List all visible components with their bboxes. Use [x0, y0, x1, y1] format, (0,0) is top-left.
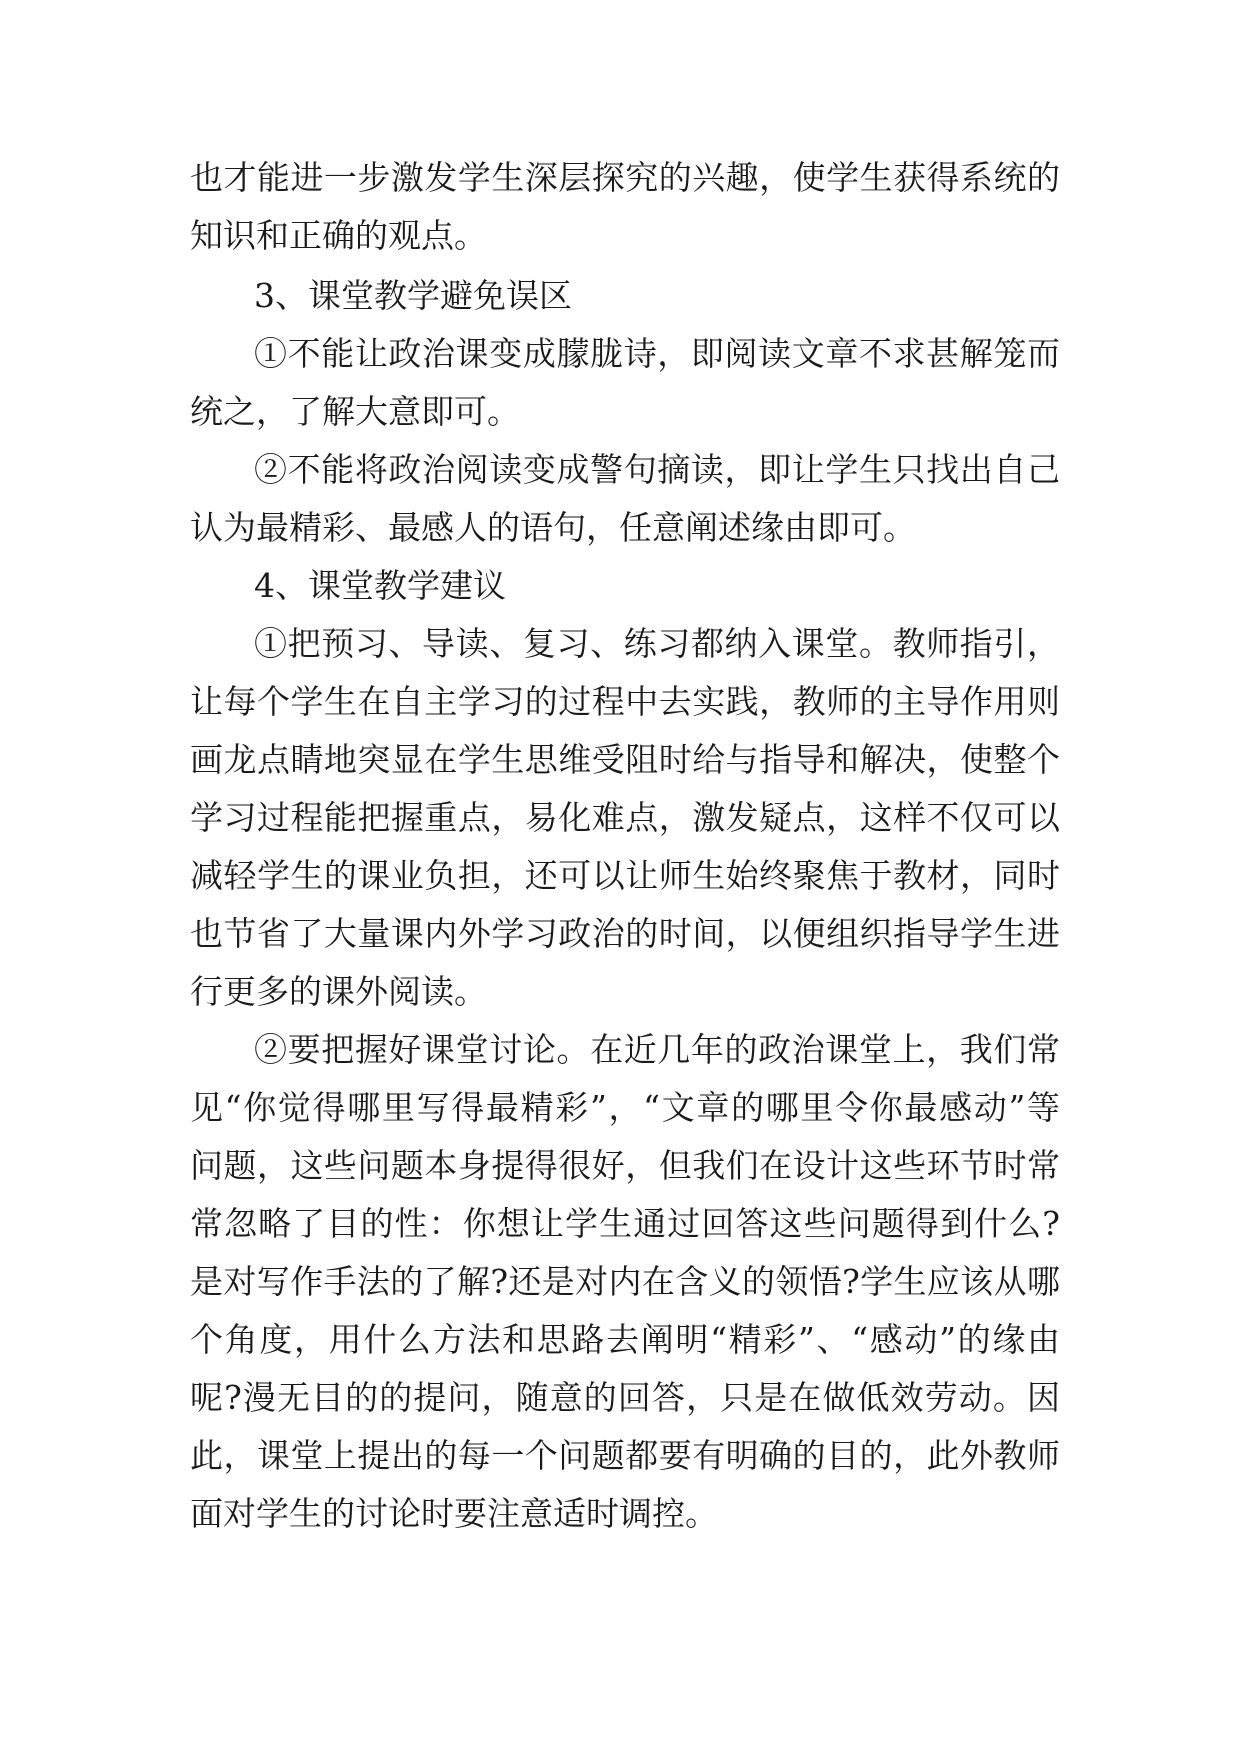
text-line: 问题，这些问题本身提得很好，但我们在设计这些环节时常 — [190, 1146, 1060, 1185]
text-line: 画龙点睛地突显在学生思维受阻时给与指导和解决，使整个 — [190, 740, 1060, 779]
text-line: ②要把握好课堂讨论。在近几年的政治课堂上，我们常 — [254, 1030, 1060, 1069]
text-line: 是对写作手法的了解?还是对内在含义的领悟?学生应该从哪 — [190, 1262, 1060, 1301]
text-line: 见“你觉得哪里写得最精彩”，“文章的哪里令你最感动”等 — [190, 1088, 1060, 1127]
text-line: 个角度，用什么方法和思路去阐明“精彩”、“感动”的缘由 — [190, 1320, 1060, 1359]
text-line: 学习过程能把握重点，易化难点，激发疑点，这样不仅可以 — [190, 798, 1060, 837]
text-line: ①不能让政治课变成朦胧诗，即阅读文章不求甚解笼而 — [254, 334, 1060, 373]
section-heading: 4、课堂教学建议 — [254, 566, 506, 605]
text-line: 认为最精彩、最感人的语句，任意阐述缘由即可。 — [190, 508, 916, 547]
text-line: ①把预习、导读、复习、练习都纳入课堂。教师指引， — [254, 624, 1060, 663]
text-line: 减轻学生的课业负担，还可以让师生始终聚焦于教材，同时 — [190, 856, 1060, 895]
text-line: 也才能进一步激发学生深层探究的兴趣，使学生获得系统的 — [190, 158, 1060, 197]
text-line: 行更多的课外阅读。 — [190, 972, 487, 1011]
text-line: 呢?漫无目的的提问，随意的回答，只是在做低效劳动。因 — [190, 1378, 1060, 1417]
text-line: 让每个学生在自主学习的过程中去实践，教师的主导作用则 — [190, 682, 1060, 721]
text-line: 知识和正确的观点。 — [190, 216, 487, 255]
text-line: 面对学生的讨论时要注意适时调控。 — [190, 1494, 718, 1533]
text-line: 也节省了大量课内外学习政治的时间，以便组织指导学生进 — [190, 914, 1060, 953]
text-line: ②不能将政治阅读变成警句摘读，即让学生只找出自己 — [254, 450, 1060, 489]
text-line: 统之，了解大意即可。 — [190, 392, 520, 431]
section-heading: 3、课堂教学避免误区 — [254, 276, 572, 315]
text-line: 此，课堂上提出的每一个问题都要有明确的目的，此外教师 — [190, 1436, 1060, 1475]
text-line: 常忽略了目的性：你想让学生通过回答这些问题得到什么? — [190, 1204, 1060, 1243]
